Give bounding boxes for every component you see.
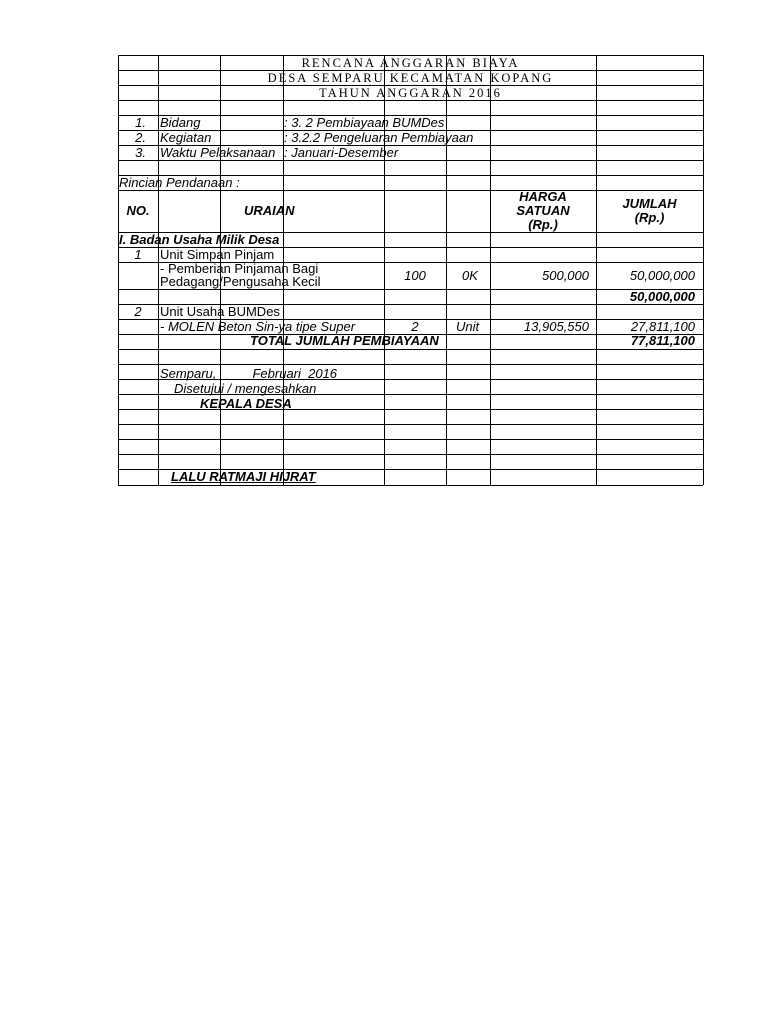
info-no-2: 2. — [135, 130, 146, 145]
header-village: DESA SEMPARU KECAMATAN KOPANG — [267, 71, 554, 85]
item-2-price: 13,905,550 — [523, 319, 589, 334]
subtotal-value: 50,000,000 — [629, 289, 695, 304]
header-title: RENCANA ANGGARAN BIAYA — [301, 56, 520, 70]
item-1-volume: 100 — [404, 268, 426, 283]
total-value: 77,811,100 — [630, 333, 695, 348]
header-year: TAHUN ANGGARAN 2016 — [319, 86, 502, 100]
sign-name: LALU RATMAJI HIJRAT — [171, 469, 316, 484]
info-value-bidang: : 3. 2 Pembiayaan BUMDes — [284, 115, 445, 130]
col-header-no: NO. — [126, 203, 150, 218]
col-header-harga: HARGA — [519, 189, 567, 204]
col-header-jumlah: JUMLAH — [622, 196, 677, 211]
total-label: TOTAL JUMLAH PEMBIAYAAN — [250, 333, 439, 348]
info-label-bidang: Bidang — [160, 115, 201, 130]
col-header-uraian: URAIAN — [244, 203, 295, 218]
sign-approval: Disetujui / mengesahkan — [174, 381, 317, 396]
info-label-kegiatan: Kegiatan — [160, 130, 212, 145]
item-1-total: 50,000,000 — [629, 268, 695, 283]
info-label-waktu: Waktu Pelaksanaan — [160, 145, 276, 160]
col-header-satuan: SATUAN — [516, 203, 570, 218]
item-2-total: 27,811,100 — [630, 319, 695, 334]
section-title: I. Badan Usaha Milik Desa — [119, 232, 280, 247]
item-1-unit: 0K — [462, 268, 478, 283]
item-2-volume: 2 — [411, 319, 419, 334]
item-2-desc: - MOLEN Beton Sin-ya tipe Super — [160, 319, 356, 334]
info-no-1: 1. — [135, 115, 146, 130]
col-header-harga-unit: (Rp.) — [528, 217, 558, 232]
col-header-jumlah-unit: (Rp.) — [634, 210, 665, 225]
item-1-name: Unit Simpan Pinjam — [160, 247, 275, 262]
info-no-3: 3. — [135, 145, 146, 160]
item-1-desc-1: - Pemberian Pinjaman Bagi — [160, 261, 319, 276]
item-2-unit: Unit — [456, 319, 480, 334]
item-2-name: Unit Usaha BUMDes — [160, 304, 280, 319]
sign-title: KEPALA DESA — [200, 396, 292, 411]
item-1-desc-2: Pedagang/Pengusaha Kecil — [160, 274, 321, 289]
item-1-no: 1 — [134, 247, 142, 262]
item-2-no: 2 — [134, 304, 142, 319]
item-1-price: 500,000 — [542, 268, 589, 283]
info-value-waktu: : Januari-Desember — [284, 145, 399, 160]
info-value-kegiatan: : 3.2.2 Pengeluaran Pembiayaan — [284, 130, 474, 145]
rincian-label: Rincian Pendanaan : — [119, 175, 240, 190]
sign-place-date: Semparu, Februari 2016 — [160, 366, 338, 381]
